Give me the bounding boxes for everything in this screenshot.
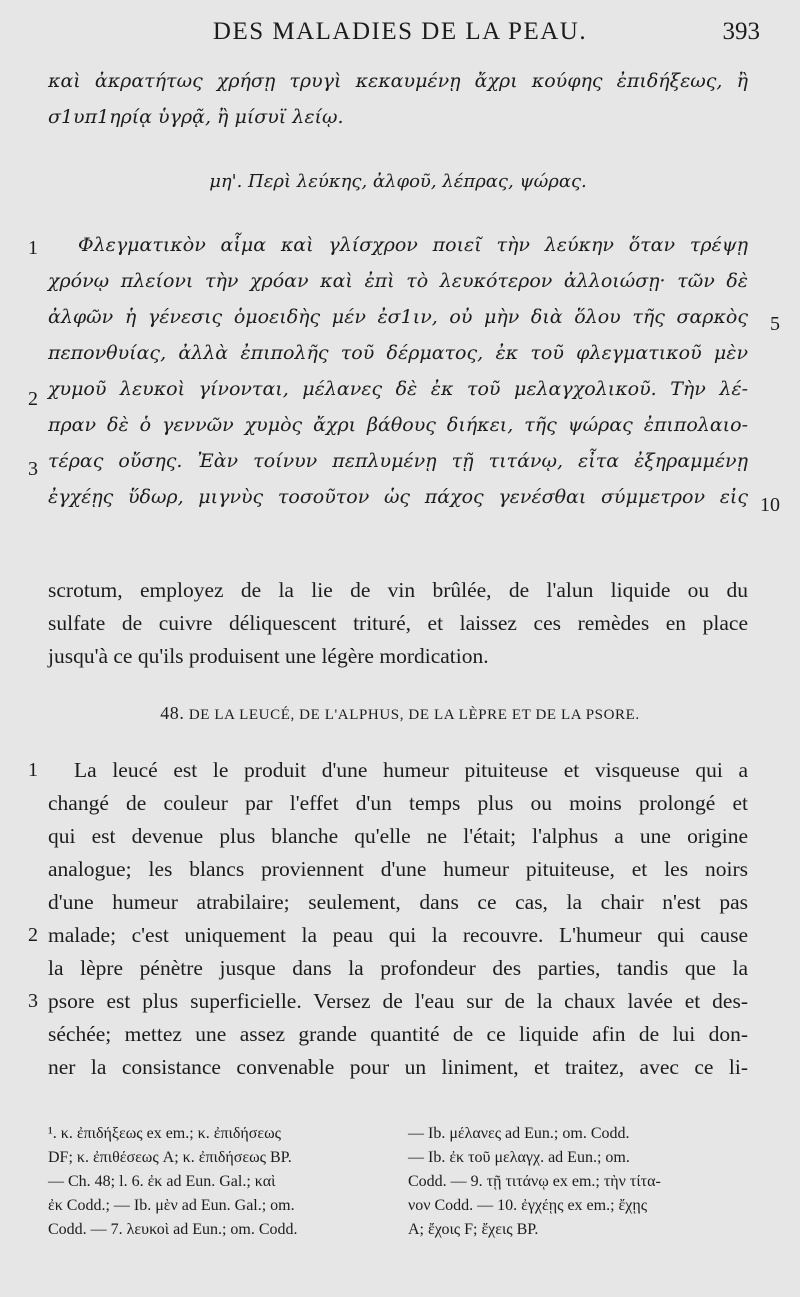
french-line: malade; c'est uniquement la peau qui la recouvre. L'humeur qui cause — [48, 923, 748, 947]
french-line: psore est plus superficielle. Versez de l'eau sur de la chaux lavée et des- — [48, 989, 748, 1013]
french-line: qui est devenue plus blanche qu'elle ne l'était; l'alphus a une origine — [48, 824, 748, 848]
section-number: 48. — [160, 703, 185, 723]
greek-line: χυμοῦ λευκοὶ γίνονται, μέλανες δὲ ἐκ τοῦ μελαγχολικοῦ. Τὴν λέ- — [48, 378, 748, 400]
french-line: ner la consistance convenable pour un liniment, et traitez, avec ce li- — [48, 1055, 748, 1079]
footnote-line: DF; κ. ἐπιθέσεως A; κ. ἐπιδήσεως BP. — [48, 1149, 292, 1166]
french-line: séchée; mettez une assez grande quantité de ce liquide afin de lui don- — [48, 1022, 748, 1046]
greek-line: σ1υπ1ηρίᾳ ὑγρᾷ, ἢ μίσυϊ λείῳ. — [48, 106, 344, 128]
greek-line: ἀλφῶν ἡ γένεσις ὁμοειδὴς μέν ἐσ1ιν, οὐ μὴν διὰ ὅλου τῆς σαρκὸς — [48, 306, 748, 328]
footnote-line: A; ἔχοις F; ἔχεις BP. — [408, 1221, 539, 1238]
footnote-line: ¹. κ. ἐπιδήξεως ex em.; κ. ἐπιδήσεως — [48, 1125, 281, 1142]
line-number: 3 — [28, 458, 38, 480]
greek-line: ἐγχέῃς ὕδωρ, μιγνὺς τοσοῦτον ὡς πάχος γενέσθαι σύμμετρον εἰς — [48, 486, 748, 508]
greek-line: τέρας οὔσης. Ἐὰν τοίνυν πεπλυμένῃ τῇ τιτάνῳ, εἶτα ἐξηραμμένῃ — [48, 450, 748, 472]
footnote-line: νον Codd. — 10. ἐγχέῃς ex em.; ἔχῃς — [408, 1197, 648, 1214]
greek-line: πραν δὲ ὁ γεννῶν χυμὸς ἄχρι βάθους διήκει, τῆς ψώρας ἐπιπολαιο- — [48, 414, 748, 436]
line-number: 1 — [28, 237, 38, 259]
french-line: La leucé est le produit d'une humeur pituiteuse et visqueuse qui a — [74, 758, 748, 782]
line-number: 10 — [760, 494, 780, 516]
line-number: 2 — [28, 924, 38, 946]
line-number: 2 — [28, 388, 38, 410]
footnote-line: — Ib. ἐκ τοῦ μελαγχ. ad Eun.; om. — [408, 1149, 630, 1166]
greek-line: καὶ ἀκρατήτως χρήσῃ τρυγὶ κεκαυμένῃ ἄχρι κούφης ἐπιδήξεως, ἢ — [48, 70, 748, 92]
footnote-line: Codd. — 7. λευκοὶ ad Eun.; om. Codd. — [48, 1221, 298, 1238]
running-title: DES MALADIES DE LA PEAU. — [212, 18, 588, 45]
french-line: changé de couleur par l'effet d'un temps plus ou moins prolongé et — [48, 791, 748, 815]
greek-title-text: μη'. Περὶ λεύκης, ἀλφοῦ, λέπρας, ψώρας. — [209, 171, 587, 192]
french-line: scrotum, employez de la lie de vin brûlée, de l'alun liquide ou du — [48, 578, 748, 602]
section-heading — [0, 703, 800, 724]
footnote-line: Codd. — 9. τῇ τιτάνῳ ex em.; τὴν τίτα- — [408, 1173, 661, 1190]
line-number: 3 — [28, 990, 38, 1012]
section-heading-text: DE LA LEUCÉ, DE L'ALPHUS, DE LA LÈPRE ET DE LA PSORE. — [188, 707, 640, 723]
line-number: 1 — [28, 759, 38, 781]
greek-line: Φλεγματικὸν αἷμα καὶ γλίσχρον ποιεῖ τὴν λεύκην ὅταν τρέψῃ — [78, 234, 748, 256]
french-line: la lèpre pénètre jusque dans la profondeur des parties, tandis que la — [48, 956, 748, 980]
french-line: analogue; les blancs proviennent d'une humeur pituiteuse, et les noirs — [48, 857, 748, 881]
footnote-line: ἐκ Codd.; — Ib. μὲν ad Eun. Gal.; om. — [48, 1197, 295, 1214]
line-number: 5 — [770, 313, 780, 335]
running-header — [0, 18, 800, 52]
greek-line: χρόνῳ πλείονι τὴν χρόαν καὶ ἐπὶ τὸ λευκότερον ἀλλοιώσῃ· τῶν δὲ — [48, 270, 748, 292]
french-line: d'une humeur atrabilaire; seulement, dans ce cas, la chair n'est pas — [48, 890, 748, 914]
greek-line: πεπονθυίας, ἀλλὰ ἐπιπολῆς τοῦ δέρματος, ἐκ τοῦ φλεγματικοῦ μὲν — [48, 342, 748, 364]
footnote-line: — Ch. 48; l. 6. ἐκ ad Eun. Gal.; καὶ — [48, 1173, 276, 1190]
french-line: sulfate de cuivre déliquescent trituré, et laissez ces remèdes en place — [48, 611, 748, 635]
footnote-line: — Ib. μέλανες ad Eun.; om. Codd. — [408, 1125, 630, 1142]
french-line: jusqu'à ce qu'ils produisent une légère mordication. — [48, 644, 489, 668]
page-number: 393 — [722, 18, 760, 45]
